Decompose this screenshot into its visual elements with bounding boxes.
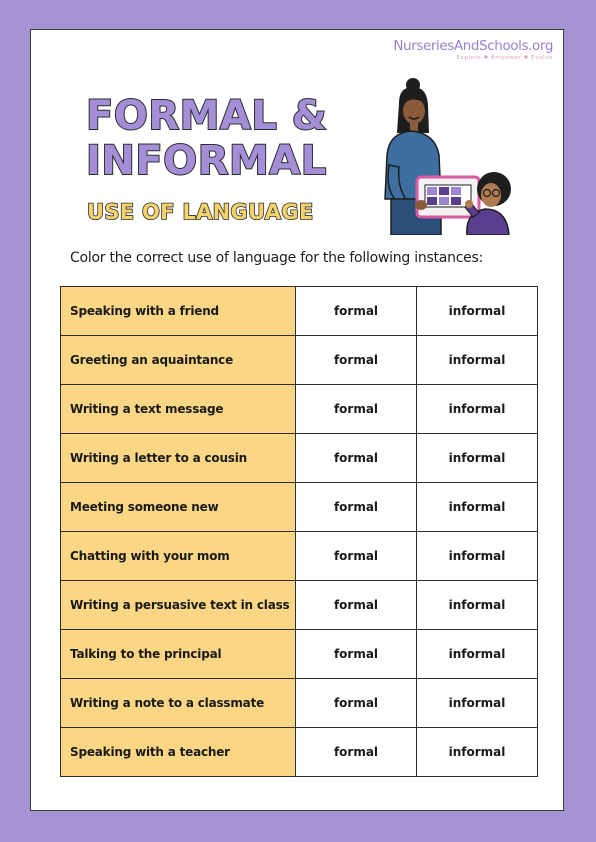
language-use-table (60, 286, 538, 777)
informal-option-cell[interactable]: informal (417, 630, 538, 679)
informal-option-cell[interactable]: informal (417, 483, 538, 532)
brand-tagline: Explore ✱ Empower ✱ Evolve (456, 55, 553, 61)
page-subtitle: USE OF LANGUAGE (87, 200, 314, 224)
instance-cell: Chatting with your mom (61, 532, 296, 581)
informal-option-cell[interactable]: informal (417, 434, 538, 483)
table-row (61, 630, 538, 679)
instance-cell: Writing a note to a classmate (61, 679, 296, 728)
teacher-and-child-with-tablet-illustration (381, 75, 521, 235)
instance-cell: Speaking with a friend (61, 287, 296, 336)
formal-option-cell[interactable]: formal (296, 728, 417, 777)
instance-cell: Writing a persuasive text in class (61, 581, 296, 630)
worksheet-page (30, 29, 564, 811)
table-row (61, 532, 538, 581)
informal-option-cell[interactable]: informal (417, 679, 538, 728)
title-line-2: INFORMAL (86, 138, 327, 184)
informal-option-cell[interactable]: informal (417, 287, 538, 336)
table-row (61, 483, 538, 532)
title-line-1: FORMAL & (86, 93, 328, 139)
table-row (61, 679, 538, 728)
brand-logo (393, 38, 553, 62)
formal-option-cell[interactable]: formal (296, 679, 417, 728)
instruction-text: Color the correct use of language for the following instances: (70, 250, 484, 266)
table-row (61, 336, 538, 385)
instance-cell: Meeting someone new (61, 483, 296, 532)
formal-option-cell[interactable]: formal (296, 581, 417, 630)
instance-cell: Writing a text message (61, 385, 296, 434)
formal-option-cell[interactable]: formal (296, 630, 417, 679)
table-row (61, 728, 538, 777)
brand-name: NurseriesAndSchools.org (393, 38, 553, 54)
informal-option-cell[interactable]: informal (417, 336, 538, 385)
informal-option-cell[interactable]: informal (417, 532, 538, 581)
instance-cell: Writing a letter to a cousin (61, 434, 296, 483)
table-row (61, 581, 538, 630)
table-row (61, 434, 538, 483)
page-title (86, 94, 327, 184)
instance-cell: Talking to the principal (61, 630, 296, 679)
formal-option-cell[interactable]: formal (296, 483, 417, 532)
formal-option-cell[interactable]: formal (296, 385, 417, 434)
formal-option-cell[interactable]: formal (296, 336, 417, 385)
instance-cell: Greeting an aquaintance (61, 336, 296, 385)
informal-option-cell[interactable]: informal (417, 385, 538, 434)
instance-cell: Speaking with a teacher (61, 728, 296, 777)
informal-option-cell[interactable]: informal (417, 728, 538, 777)
formal-option-cell[interactable]: formal (296, 287, 417, 336)
formal-option-cell[interactable]: formal (296, 532, 417, 581)
table-row (61, 287, 538, 336)
informal-option-cell[interactable]: informal (417, 581, 538, 630)
table-row (61, 385, 538, 434)
formal-option-cell[interactable]: formal (296, 434, 417, 483)
